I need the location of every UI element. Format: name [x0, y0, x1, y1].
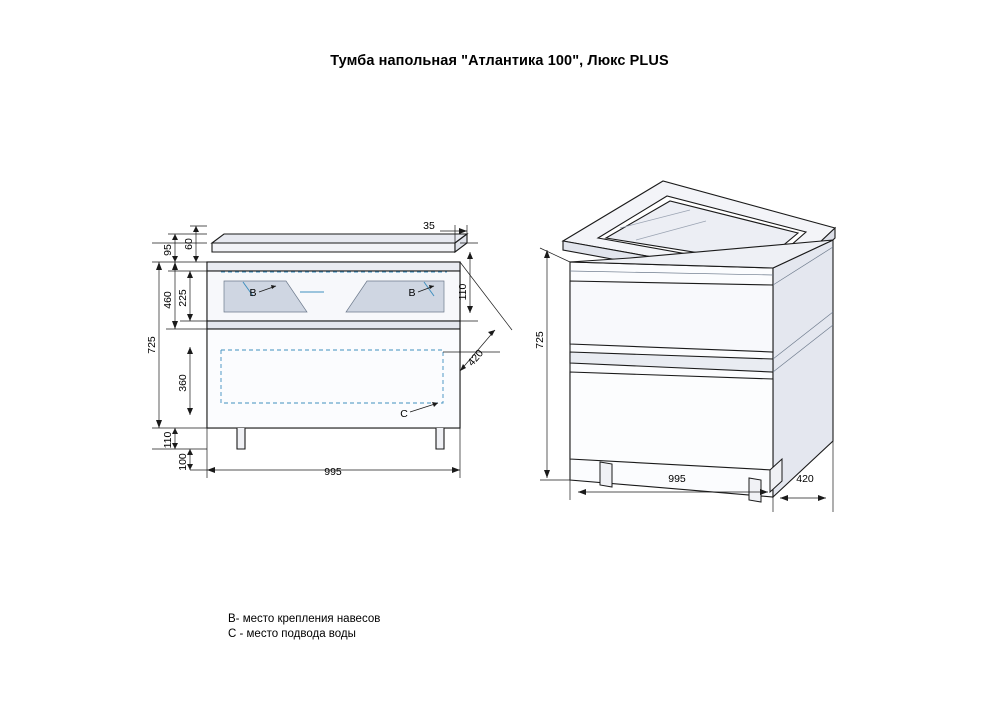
- svg-text:110: 110: [162, 431, 174, 449]
- svg-text:995: 995: [324, 466, 342, 478]
- legend-line-b: B- место крепления навесов: [228, 613, 381, 625]
- dim-360: [177, 347, 193, 415]
- isometric-view-group: [534, 181, 835, 512]
- iso-leg-left: [600, 462, 612, 487]
- dim-110-legs: [162, 428, 178, 449]
- drawer-divider: [207, 321, 460, 329]
- svg-text:225: 225: [177, 289, 189, 307]
- dim-725: [146, 262, 162, 428]
- countertop-front: [212, 243, 455, 252]
- front-elevation-group: [146, 220, 512, 478]
- lower-drawer-front: [207, 329, 460, 428]
- leg-left: [237, 428, 245, 449]
- svg-text:100: 100: [177, 453, 189, 471]
- svg-text:110: 110: [457, 283, 469, 301]
- svg-text:460: 460: [162, 291, 174, 309]
- svg-text:360: 360: [177, 374, 189, 392]
- legend-line-c: C - место подвода воды: [228, 628, 356, 640]
- dim-60: [183, 226, 207, 262]
- dim-225: [177, 271, 193, 321]
- svg-text:B: B: [408, 287, 416, 299]
- dim-725-iso: [534, 248, 570, 480]
- svg-text:725: 725: [534, 331, 546, 349]
- svg-text:C: C: [400, 408, 408, 420]
- leg-right: [436, 428, 444, 449]
- svg-text:725: 725: [146, 336, 158, 354]
- countertop-top: [212, 234, 467, 243]
- svg-text:995: 995: [668, 473, 686, 485]
- svg-text:35: 35: [423, 220, 435, 232]
- svg-text:420: 420: [465, 347, 487, 369]
- legend: [228, 612, 380, 642]
- dim-95: [162, 234, 178, 262]
- svg-text:60: 60: [183, 238, 195, 250]
- dim-460: [162, 262, 178, 329]
- cabinet-top-rail: [207, 262, 460, 271]
- svg-text:B: B: [249, 287, 257, 299]
- svg-text:95: 95: [162, 244, 174, 256]
- dim-100: [177, 449, 193, 471]
- iso-upper-drawer: [570, 281, 773, 352]
- svg-text:420: 420: [796, 473, 814, 485]
- page-title: Тумба напольная "Атлантика 100", Люкс PLUS: [330, 53, 669, 69]
- iso-leg-right-front: [749, 478, 761, 502]
- iso-lower-drawer: [570, 372, 773, 470]
